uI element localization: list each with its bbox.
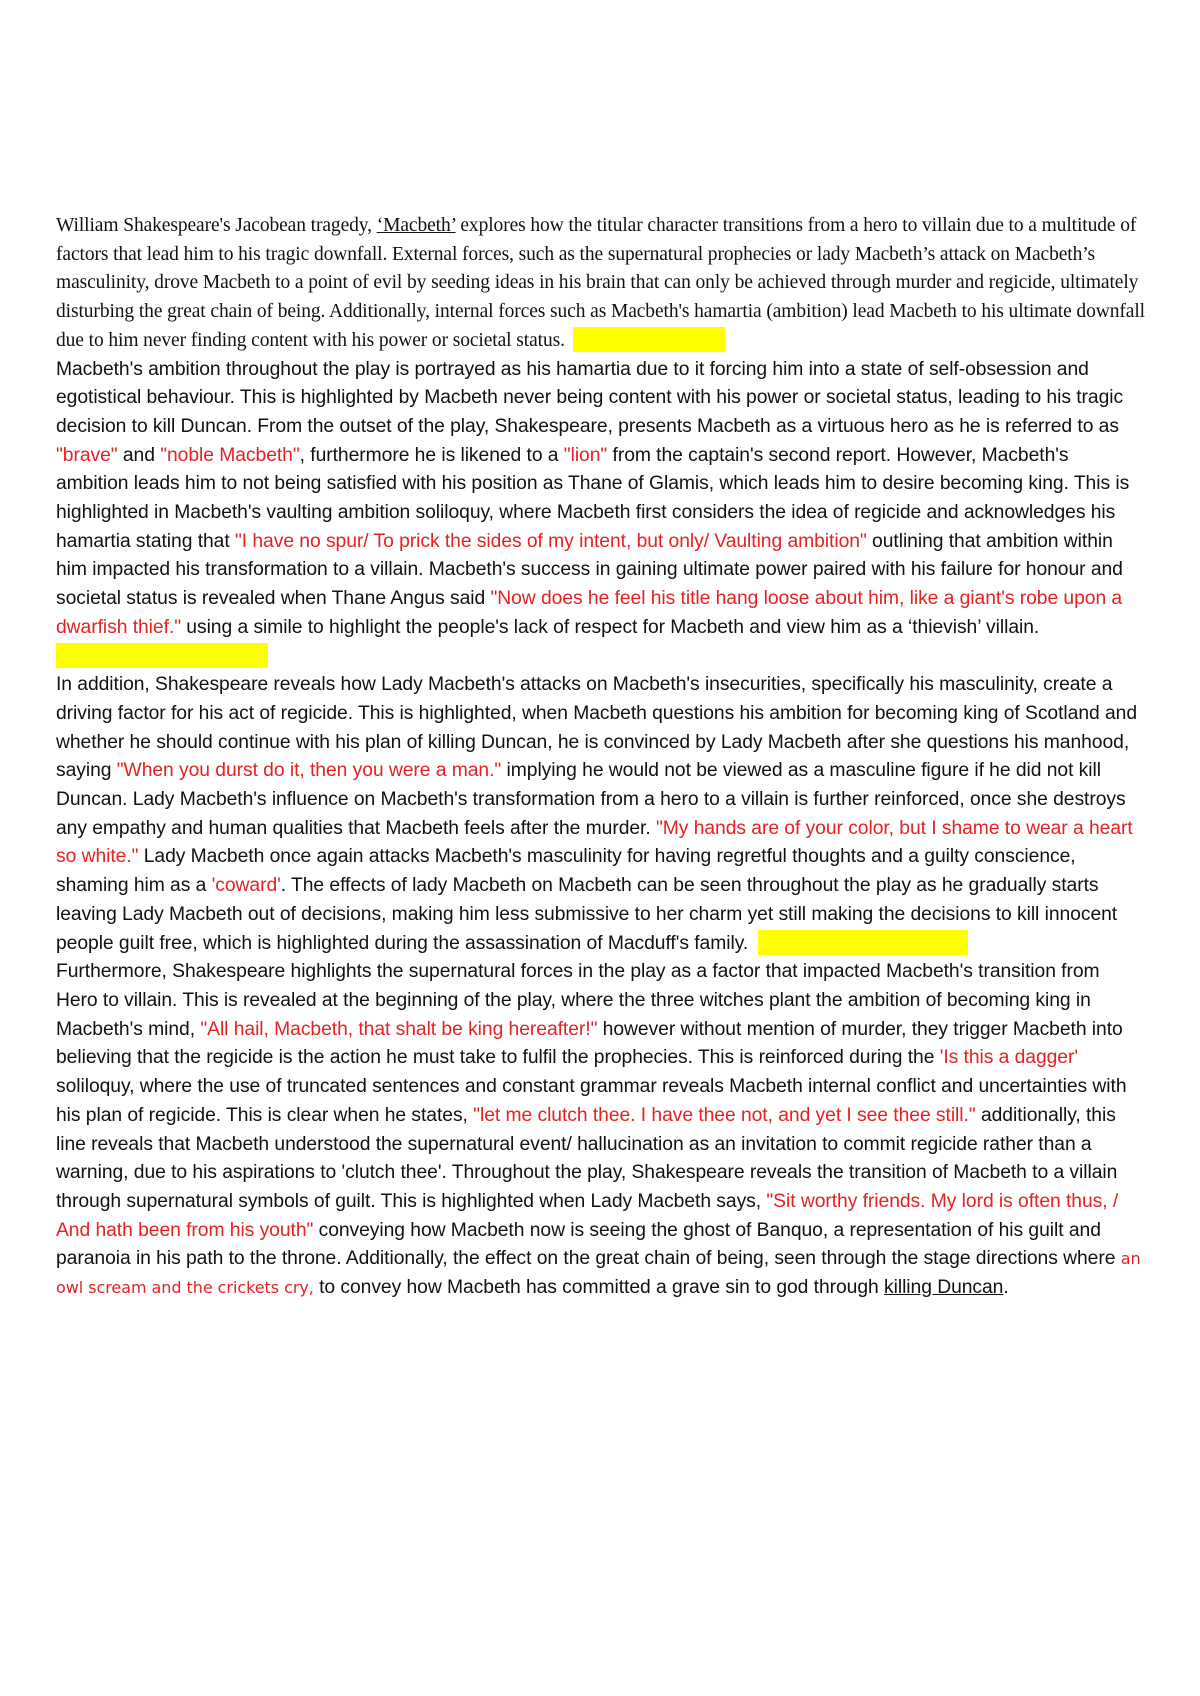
ambition-paragraph: [56, 356, 1146, 672]
intro-text: explores how the titular character transitions from a hero to villain due to a multitude of factors that lead him to his tragic downfall. External forces, such as the supernatural prophecies or lady Macbeth’s attack on Macbeth’s masculinity, drove Macbeth to a point of evil by seeding ideas in his brain that can only be achieved through murder and regicide, ultimately disturbing the great chain of being. Additionally, internal forces such as Macbeth's hamartia (ambition) lead Macbeth to his ultimate downfall due to him never finding content with his power or societal status.: [56, 215, 1145, 351]
body-text: In addition, Shakespeare reveals how Lady Macbeth's attacks on Macbeth's insecurities, specifically his masculinity, create a driving factor for his act of regicide. This is highlighted, when Macbeth questions his ambition for becoming king of Scotland and whether he should continue with his plan of killing Duncan, he is convinced by Lady Macbeth after she questions his manhood, saying: [56, 674, 1137, 782]
quote: "Sit worthy friends. My lord is often thus, / And hath been from his youth": [56, 1190, 1119, 1241]
body-text: soliloquy, where the use of truncated sentences and constant grammar reveals Macbeth internal conflict and uncertainties with his plan of regicide. This is clear when he states,: [56, 1076, 1127, 1126]
body-text: and: [117, 444, 161, 466]
body-text: to convey how Macbeth has committed a grave sin to god through: [313, 1277, 885, 1299]
quote: "When you durst do it, then you were a man.": [116, 760, 502, 782]
body-text: conveying how Macbeth now is seeing the ghost of Banquo, a representation of his guilt and paranoia in his path to the throne. Additionally, the effect on the great chain of being, seen through the stage directions where: [56, 1219, 1121, 1270]
quote: "lion": [563, 444, 608, 466]
quote: "let me clutch thee. I have thee not, and yet I see thee still.": [473, 1104, 976, 1126]
body-text: Furthermore, Shakespeare highlights the supernatural forces in the play as a factor that impacted Macbeth's transition from Hero to villain. This is revealed at the beginning of the play, where the three witches plant the ambition of becoming king in Macbeth's mind,: [56, 961, 1100, 1040]
body-text: however without mention of murder, they trigger Macbeth into believing that the regicide is the action he must take to fulfil the prophecies. This is reinforced during the: [56, 1018, 1123, 1069]
quote: "All hail, Macbeth, that shalt be king hereafter!": [200, 1018, 598, 1040]
body-text: . The effects of lady Macbeth on Macbeth can be seen throughout the play as he gradually starts leaving Lady Macbeth out of decisions, making him less submissive to her charm yet still making the decisions to kill innocent people guilt free, which is highlighted during the assassination of Macduff's family.: [56, 875, 1118, 954]
quote: "Now does he feel his title hang loose about him, like a giant's robe upon a dwarfish thief.": [56, 588, 1123, 638]
underlined-text: killing Duncan: [884, 1277, 1004, 1299]
play-title-reference: ‘Macbeth’: [376, 215, 456, 236]
quote: "brave": [56, 444, 118, 466]
intro-text: William Shakespeare's Jacobean tragedy,: [56, 215, 377, 236]
stage-direction-quote: an owl scream and the crickets cry,: [56, 1249, 1141, 1298]
body-text: .: [1003, 1277, 1009, 1299]
body-text: from the captain's second report. However, Macbeth's ambition leads him to not being satisfied with his position as Thane of Glamis, which leads him to desire becoming king. This is highlighted in Macbeth's vaulting ambition soliloquy, where Macbeth first considers the idea of regicide and acknowledges his hamartia stating that: [56, 444, 1130, 552]
body-text: using a simile to highlight the people's lack of respect for Macbeth and view him as a ‘thievish’ villain.: [181, 616, 1040, 638]
body-text: implying he would not be viewed as a masculine figure if he did not kill Duncan. Lady Macbeth's influence on Macbeth's transformation from a hero to a villain is further reinforced, once she destroys any empathy and human qualities that Macbeth feels after the murder.: [56, 760, 1126, 839]
highlight-marker: [758, 930, 968, 955]
quote: "My hands are of your color, but I shame to wear a heart so white.": [56, 817, 1133, 868]
highlight-marker: [56, 643, 268, 668]
intro-paragraph: [56, 212, 1146, 356]
body-text: Lady Macbeth once again attacks Macbeth's masculinity for having regretful thoughts and a guilty conscience, shaming him as a: [56, 846, 1076, 897]
body-text: additionally, this line reveals that Macbeth understood the supernatural event/ hallucination as an invitation to commit regicide rather than a warning, due to his aspirations to 'clutch thee'. Throughout the play, Shakespeare reveals the transition of Macbeth to a villain through supernatural symbols of guilt. This is highlighted when Lady Macbeth says,: [56, 1104, 1118, 1212]
body-text: Macbeth's ambition throughout the play is portrayed as his hamartia due to it forcing him into a state of self-obsession and egotistical behaviour. This is highlighted by Macbeth never being content with his power or societal status, leading to his tragic decision to kill Duncan. From the outset of the play, Shakespeare, presents Macbeth as a virtuous hero as he is referred to as: [56, 358, 1124, 437]
lady-macbeth-paragraph: [56, 671, 1146, 958]
essay-page: [56, 212, 1146, 1303]
body-text: outlining that ambition within him impacted his transformation to a villain. Macbeth's success in gaining ultimate power paired with his failure for honour and societal status is revealed when Thane Angus said: [56, 530, 1123, 610]
quote: "I have no spur/ To prick the sides of my intent, but only/ Vaulting ambition": [234, 530, 867, 552]
supernatural-paragraph: [56, 958, 1146, 1302]
quote: 'Is this a dagger': [939, 1047, 1078, 1069]
quote: "noble Macbeth": [160, 444, 300, 466]
highlight-marker: [573, 327, 725, 352]
quote: 'coward': [211, 875, 281, 897]
body-text: , furthermore he is likened to a: [299, 444, 564, 466]
